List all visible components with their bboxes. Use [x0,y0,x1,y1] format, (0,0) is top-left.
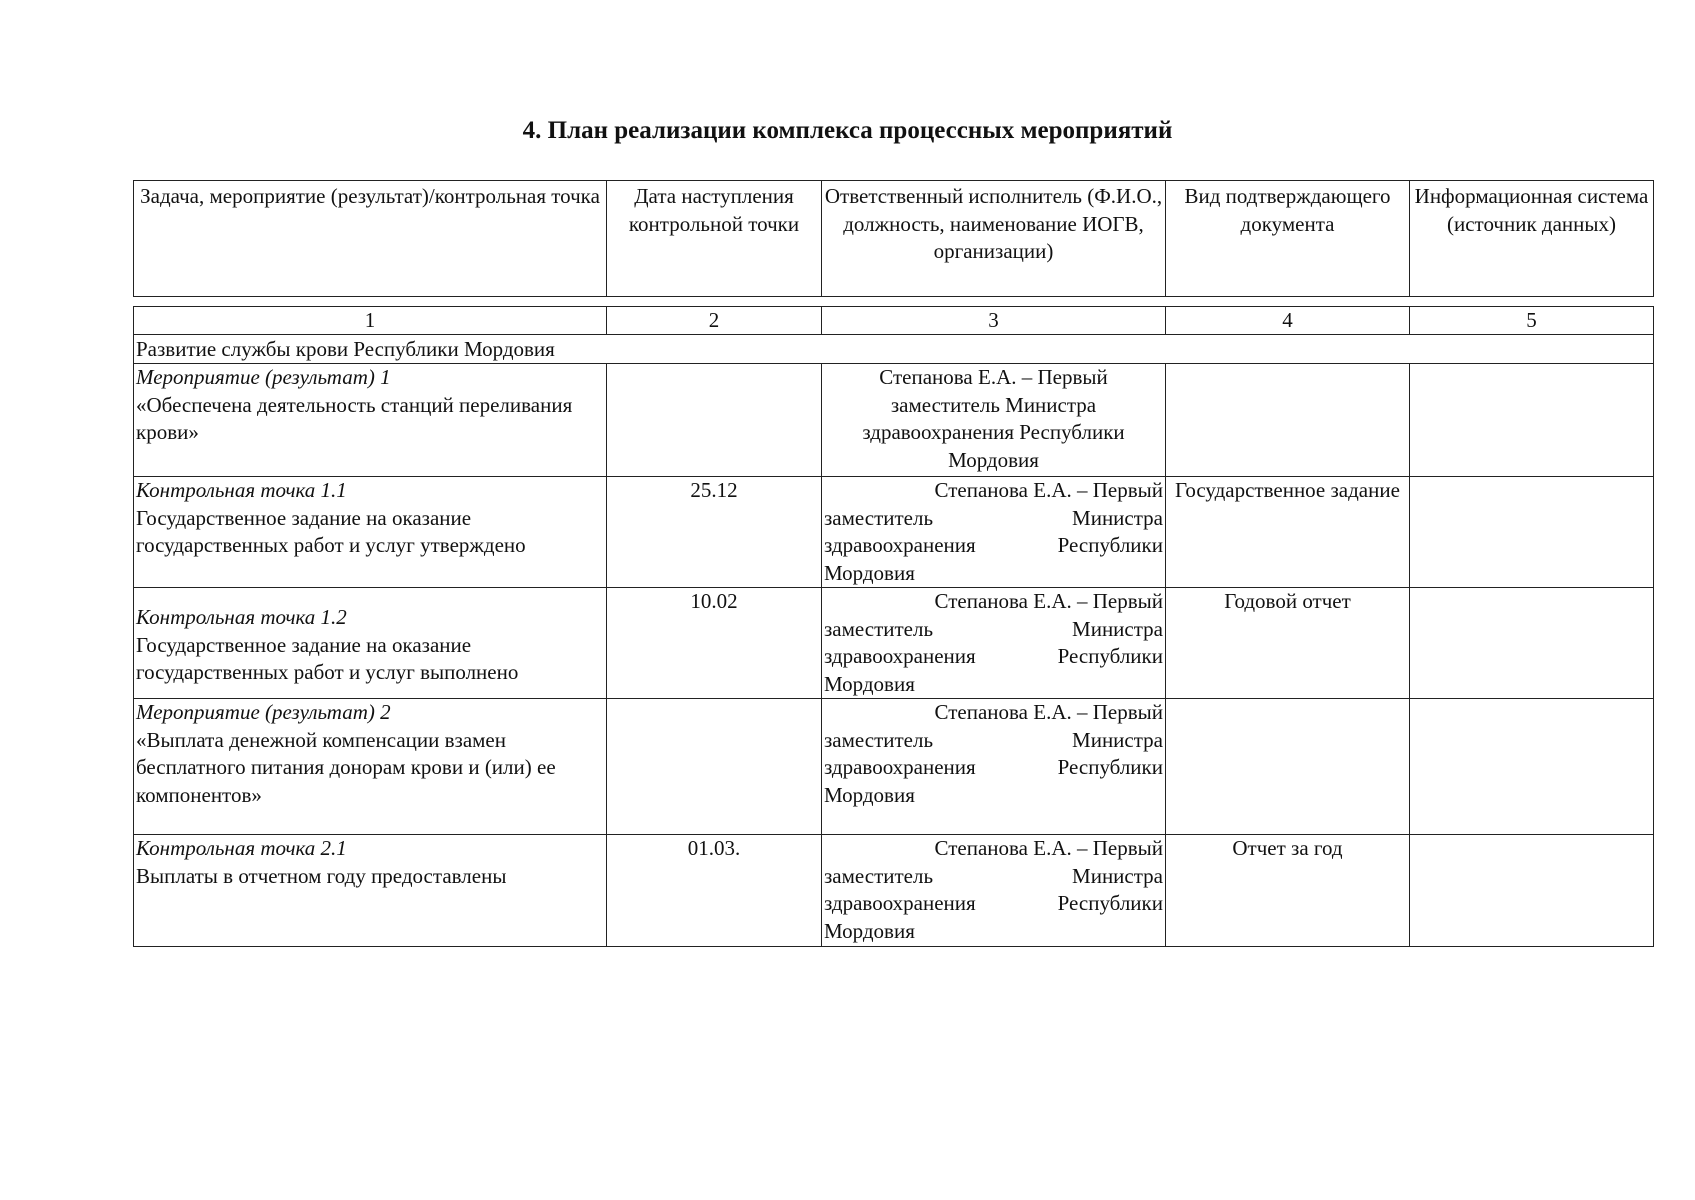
table-header [133,180,1654,297]
date-cell [607,699,822,835]
system-cell [1410,699,1654,835]
system-cell [1410,477,1654,588]
column-header-responsible: Ответственный исполнитель (Ф.И.О., должность, наименование ИОГВ, организации) [822,181,1166,297]
responsible-word: заместитель [824,727,934,752]
responsible-word: Мордовия [824,671,915,696]
responsible-word: Мордовия [824,782,915,807]
row-kind: Контрольная точка 2.1 [136,836,347,860]
column-number: 4 [1166,307,1410,335]
responsible-word: Республики [1057,644,1163,668]
column-number: 2 [607,307,822,335]
table-row [134,588,1654,699]
column-number-row [134,307,1654,335]
document-cell: Государственное задание [1166,477,1410,588]
column-header-task: Задача, мероприятие (результат)/контрольная точка [134,181,607,297]
responsible-word: Министра [1072,505,1163,530]
responsible-line: Степанова Е.А. – Первый [934,700,1163,724]
responsible-line: Степанова Е.А. – Первый [934,589,1163,613]
system-cell [1410,588,1654,699]
column-number: 1 [134,307,607,335]
document-cell: Отчет за год [1166,835,1410,947]
row-kind: Контрольная точка 1.1 [136,478,347,502]
date-cell: 10.02 [607,588,822,699]
task-cell [134,364,607,477]
date-cell [607,364,822,477]
table-row [134,699,1654,835]
responsible-cell [822,588,1166,699]
document-cell [1166,699,1410,835]
column-number: 5 [1410,307,1654,335]
responsible-cell [822,477,1166,588]
task-cell [134,699,607,835]
page-title: 4. План реализации комплекса процессных мероприятий [522,117,1173,144]
row-text: Выплаты в отчетном году предоставлены [136,863,507,888]
responsible-word: заместитель [824,505,934,530]
responsible-word: Республики [1057,533,1163,557]
responsible-word: Мордовия [824,918,915,943]
section-title: Развитие службы крови Республики Мордовия [134,335,1654,364]
column-header-document: Вид подтверждающего документа [1166,181,1410,297]
responsible-word: здравоохранения [824,533,976,557]
column-header-system: Информационная система (источник данных) [1410,181,1654,297]
row-text: «Обеспечена деятельность станций переливания крови» [136,392,573,444]
responsible-line: Степанова Е.А. – Первый [934,478,1163,502]
plan-table [133,306,1654,947]
section-row [134,335,1654,364]
responsible-word: здравоохранения [824,755,976,779]
responsible-word: здравоохранения [824,644,976,668]
column-header-date: Дата наступления контрольной точки [607,181,822,297]
responsible-word: заместитель [824,616,934,641]
system-cell [1410,835,1654,947]
responsible-word: Республики [1057,755,1163,779]
row-kind: Мероприятие (результат) 1 [136,365,391,389]
responsible-cell [822,835,1166,947]
row-text: «Выплата денежной компенсации взамен бесплатного питания донорам крови и (или) ее компонентов» [136,727,556,807]
table-row [134,477,1654,588]
responsible-cell [822,699,1166,835]
responsible-word: здравоохранения [824,891,976,915]
column-number: 3 [822,307,1166,335]
task-cell [134,835,607,947]
row-text: Государственное задание на оказание государственных работ и услуг выполнено [136,632,519,684]
row-text: Государственное задание на оказание государственных работ и услуг утверждено [136,505,526,557]
responsible-word: Министра [1072,727,1163,752]
date-cell: 25.12 [607,477,822,588]
table-row [134,835,1654,947]
row-kind: Мероприятие (результат) 2 [136,700,391,724]
task-cell [134,477,607,588]
responsible-cell: Степанова Е.А. – Первый заместитель Министра здравоохранения Республики Мордовия [822,364,1166,477]
system-cell [1410,364,1654,477]
task-cell [134,588,607,699]
responsible-word: Министра [1072,616,1163,641]
responsible-word: заместитель [824,863,934,888]
row-kind: Контрольная точка 1.2 [136,605,347,629]
date-cell: 01.03. [607,835,822,947]
responsible-word: Министра [1072,863,1163,888]
responsible-word: Мордовия [824,560,915,585]
document-cell: Годовой отчет [1166,588,1410,699]
table-row [134,364,1654,477]
document-cell [1166,364,1410,477]
responsible-line: Степанова Е.А. – Первый [934,836,1163,860]
responsible-word: Республики [1057,891,1163,915]
